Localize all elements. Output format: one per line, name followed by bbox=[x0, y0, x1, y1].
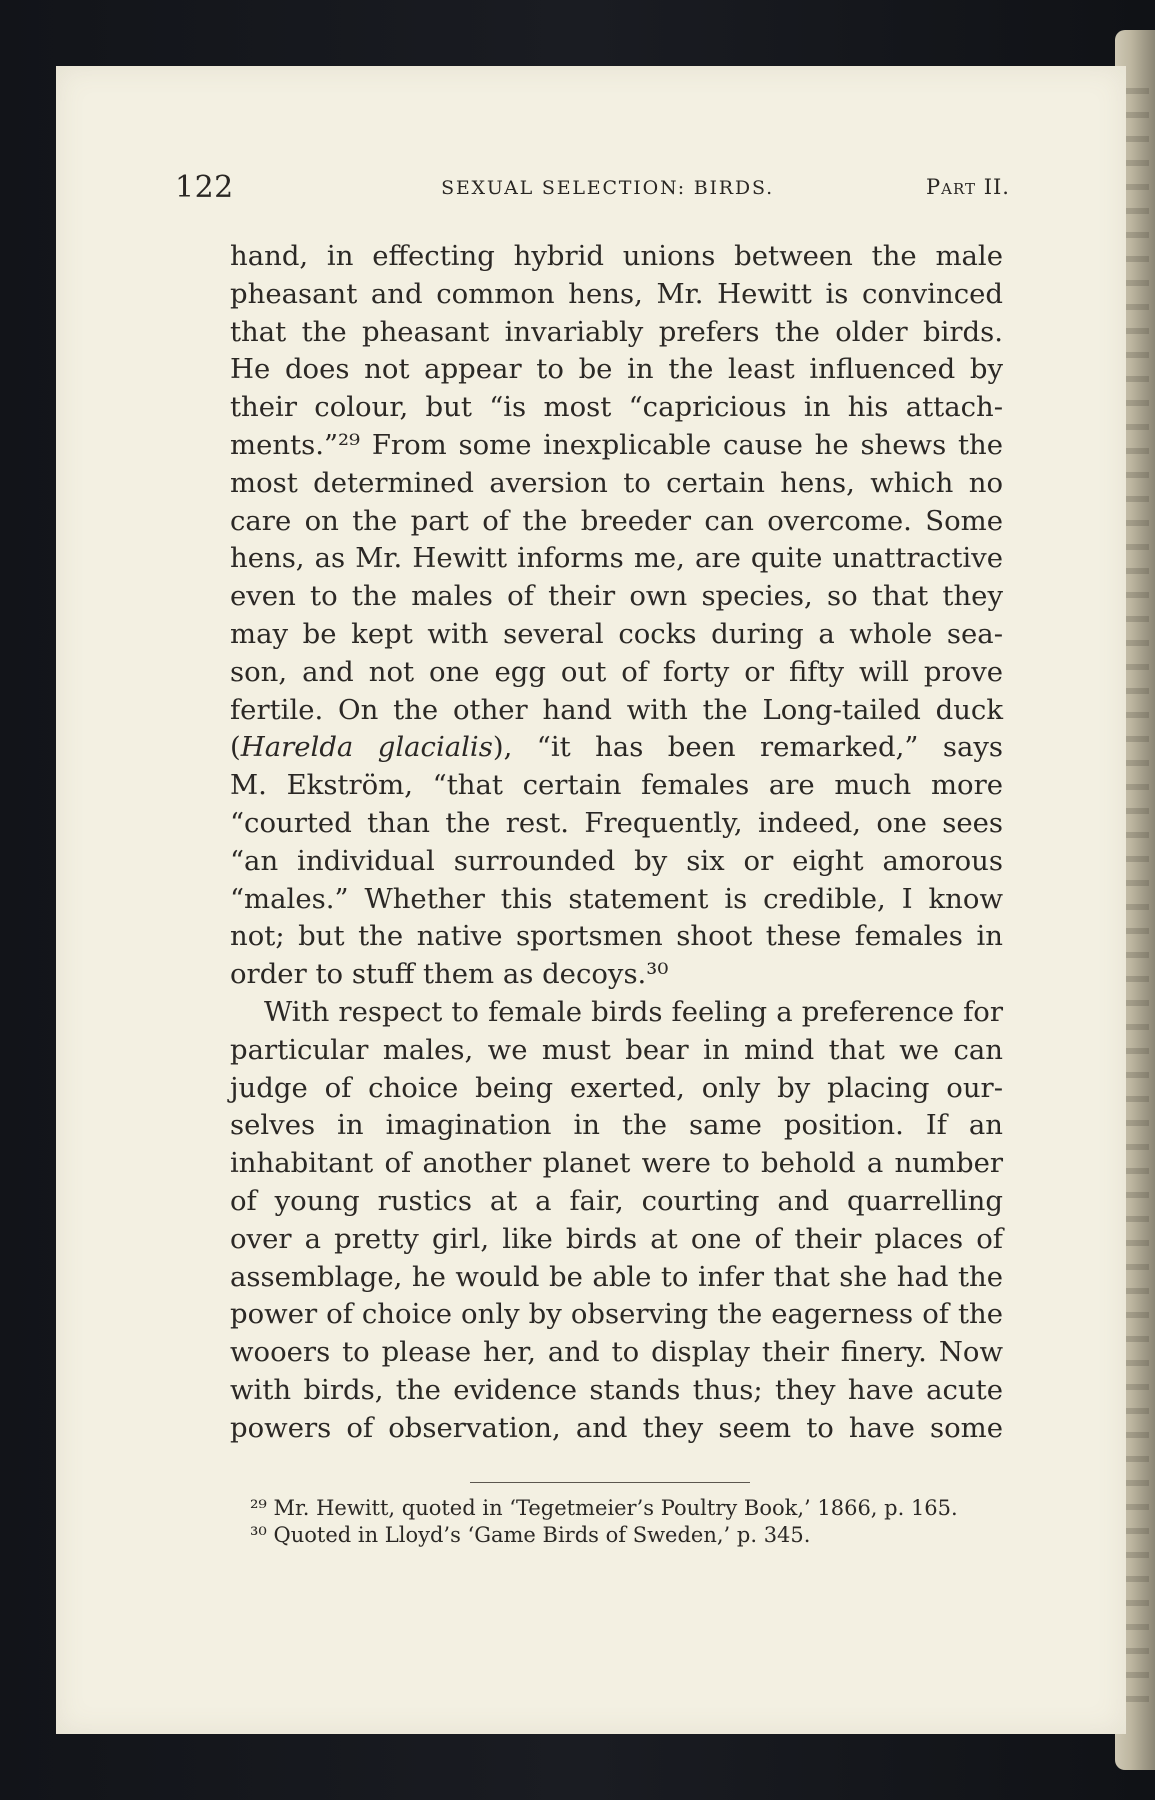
text-line: care on the part of the breeder can overcome. Some bbox=[230, 504, 1003, 537]
footnote-rule bbox=[470, 1482, 750, 1483]
running-head bbox=[175, 170, 1010, 210]
text-line: ments.”²⁹ From some inexplicable cause he shews the bbox=[230, 428, 1003, 461]
text-line: powers of observation, and they seem to have some bbox=[230, 1411, 1003, 1444]
page-number: 122 bbox=[175, 170, 234, 205]
text-line: son, and not one egg out of forty or fifty will prove bbox=[230, 655, 1003, 688]
text-line: over a pretty girl, like birds at one of their places of bbox=[230, 1222, 1003, 1255]
text-line: selves in imagination in the same position. If an bbox=[230, 1109, 1003, 1142]
footnote-30: ³⁰ Quoted in Lloyd’s ‘Game Birds of Sweden,’ p. 345. bbox=[250, 1523, 811, 1547]
footnote-29: ²⁹ Mr. Hewitt, quoted in ‘Tegetmeier’s Poultry Book,’ 1866, p. 165. bbox=[250, 1496, 958, 1520]
text-line: not; but the native sportsmen shoot these females in bbox=[230, 920, 1003, 953]
text-line: power of choice only by observing the eagerness of the bbox=[230, 1298, 1003, 1331]
text-line: “an individual surrounded by six or eight amorous bbox=[230, 844, 1003, 877]
text-line: hens, as Mr. Hewitt informs me, are quite unattractive bbox=[230, 542, 1003, 575]
text-line: inhabitant of another planet were to behold a number bbox=[230, 1147, 1003, 1180]
text-line: “males.” Whether this statement is credible, I know bbox=[230, 882, 1003, 915]
text-line: “courted than the rest. Frequently, indeed, one sees bbox=[230, 806, 1003, 839]
text-line-italic-species: (Harelda glacialis), “it has been remarked,” says bbox=[230, 731, 1003, 764]
species-name: Harelda glacialis bbox=[240, 731, 493, 764]
text-line: with birds, the evidence stands thus; they have acute bbox=[230, 1373, 1003, 1406]
part-label: Part II. bbox=[926, 175, 1010, 199]
footnotes bbox=[250, 1495, 1010, 1549]
text-line: hand, in effecting hybrid unions between the male bbox=[230, 240, 1003, 272]
text-line-paragraph-end: order to stuff them as decoys.³⁰ bbox=[230, 958, 669, 991]
body-text bbox=[230, 238, 1003, 1448]
text-line: may be kept with several cocks during a whole sea- bbox=[230, 617, 1003, 650]
text-line: He does not appear to be in the least influenced by bbox=[230, 353, 1003, 386]
text-line: M. Ekström, “that certain females are much more bbox=[230, 769, 1003, 802]
text-line: fertile. On the other hand with the Long-tailed duck bbox=[230, 693, 1003, 726]
text-line: that the pheasant invariably prefers the older birds. bbox=[230, 315, 1003, 348]
text-line-paragraph-start: With respect to female birds feeling a preference for bbox=[264, 995, 1003, 1028]
running-title: SEXUAL SELECTION: BIRDS. bbox=[441, 177, 774, 199]
text-line: assemblage, he would be able to infer that she had the bbox=[230, 1260, 1003, 1293]
text-line: pheasant and common hens, Mr. Hewitt is convinced bbox=[230, 277, 1003, 310]
text-line: their colour, but “is most “capricious in his attach- bbox=[230, 391, 1003, 424]
text-line: of young rustics at a fair, courting and quarrelling bbox=[230, 1184, 1003, 1217]
text-line: wooers to please her, and to display their finery. Now bbox=[230, 1336, 1003, 1369]
text-line: even to the males of their own species, so that they bbox=[230, 580, 1003, 613]
text-line: particular males, we must bear in mind that we can bbox=[230, 1033, 1003, 1066]
text-line: judge of choice being exerted, only by placing our- bbox=[230, 1071, 1003, 1104]
text-line: most determined aversion to certain hens, which no bbox=[230, 466, 1003, 499]
